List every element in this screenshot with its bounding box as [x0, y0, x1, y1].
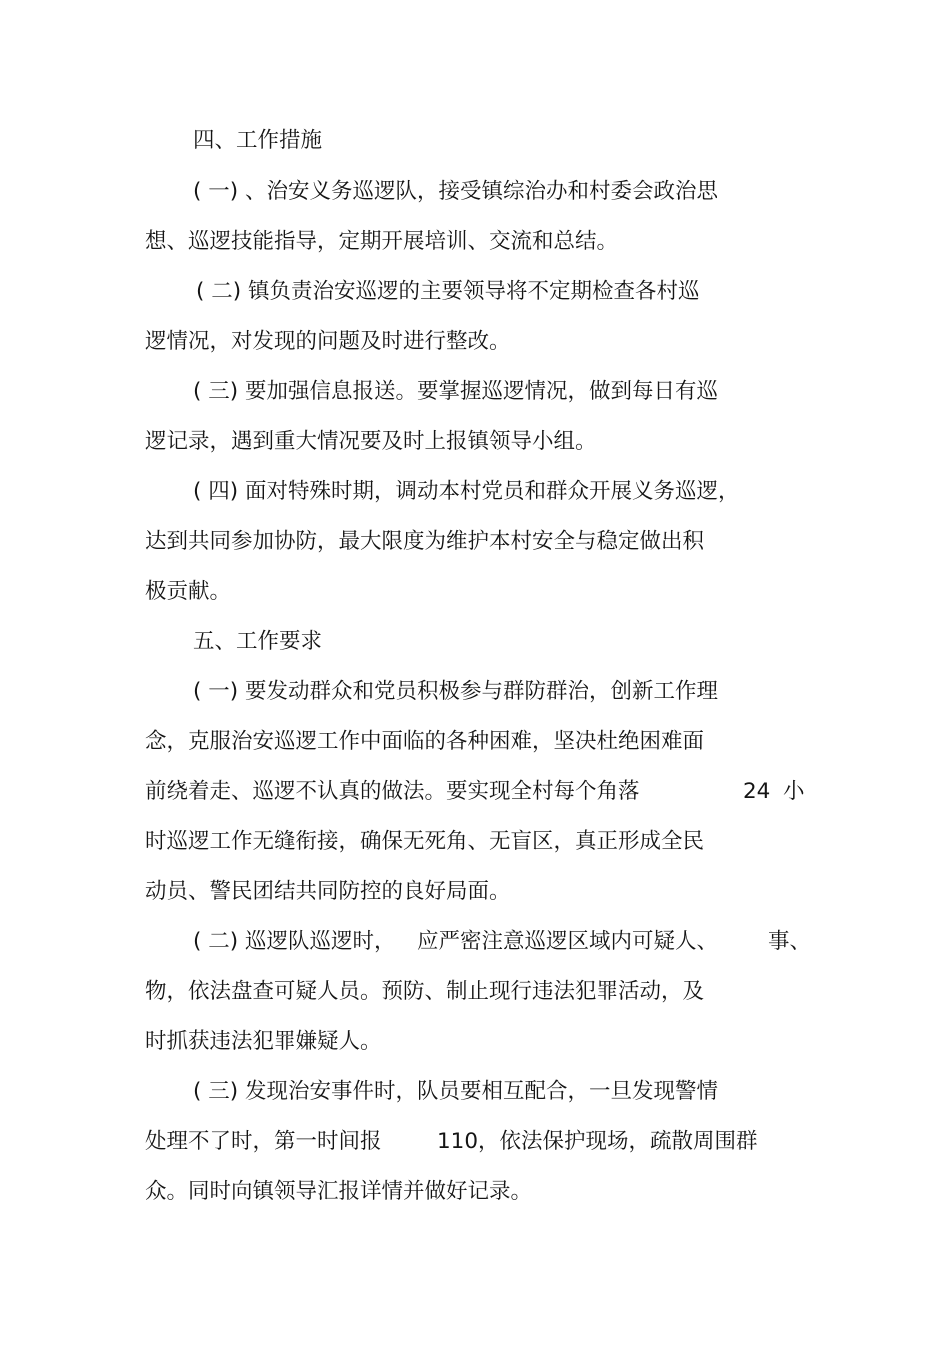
- paragraph-line: [145, 778, 640, 806]
- paragraph-line: [193, 378, 718, 406]
- text-line: 110，依法保护现场，疏散周围群: [437, 1129, 758, 1154]
- paragraph-line: [145, 1128, 382, 1156]
- text-line: 事、: [768, 929, 812, 954]
- section-heading-5: [193, 628, 322, 656]
- text-line: ( 三) 要加强信息报送。要掌握巡逻情况，做到每日有巡: [193, 379, 718, 404]
- section-heading-4: [193, 127, 322, 155]
- inline-number: [743, 778, 770, 806]
- text-line: ( 四) 面对特殊时期，调动本村党员和群众开展义务巡逻，: [193, 479, 740, 504]
- text-line: 想、巡逻技能指导，定期开展培训、交流和总结。: [145, 229, 619, 254]
- text-line: 念，克服治安巡逻工作中面临的各种困难，坚决杜绝困难面: [145, 729, 705, 754]
- text-line: 达到共同参加协防，最大限度为维护本村安全与稳定做出积: [145, 529, 705, 554]
- paragraph-line: [145, 228, 618, 256]
- paragraph-line: [145, 978, 704, 1006]
- text-line: 五、工作要求: [193, 629, 323, 654]
- paragraph-line: [193, 1078, 718, 1106]
- paragraph-line: [145, 878, 511, 906]
- text-line: 极贡献。: [145, 579, 232, 604]
- text-line: 逻情况，对发现的问题及时进行整改。: [145, 329, 511, 354]
- inline-text: [417, 928, 718, 956]
- text-line: 应严密注意巡逻区域内可疑人、: [417, 929, 719, 954]
- paragraph-line: [145, 528, 704, 556]
- paragraph-line: [145, 428, 597, 456]
- text-line: ( 二) 巡逻队巡逻时，: [193, 929, 396, 954]
- text-line: ( 三) 发现治安事件时，队员要相互配合，一旦发现警情: [193, 1079, 718, 1104]
- text-line: ( 一) 、治安义务巡逻队，接受镇综治办和村委会政治思: [193, 179, 718, 204]
- text-line: 24: [743, 779, 771, 804]
- text-line: 四、工作措施: [193, 128, 323, 153]
- paragraph-line: [145, 728, 704, 756]
- text-line: 时巡逻工作无缝衔接，确保无死角、无盲区，真正形成全民: [145, 829, 705, 854]
- text-line: ( 一) 要发动群众和党员积极参与群防群治，创新工作理: [193, 679, 718, 704]
- paragraph-line: [193, 178, 718, 206]
- paragraph-line: [196, 278, 699, 306]
- text-line: 时抓获违法犯罪嫌疑人。: [145, 1029, 382, 1054]
- inline-text: [437, 1128, 758, 1156]
- text-line: 动员、警民团结共同防控的良好局面。: [145, 879, 511, 904]
- text-line: 物，依法盘查可疑人员。预防、制止现行违法犯罪活动，及: [145, 979, 705, 1004]
- text-line: 小: [783, 779, 805, 804]
- text-line: ( 二) 镇负责治安巡逻的主要领导将不定期检查各村巡: [196, 279, 700, 304]
- text-line: 处理不了时，第一时间报: [145, 1129, 382, 1154]
- inline-text: [783, 778, 805, 806]
- paragraph-line: [145, 1178, 532, 1206]
- paragraph-line: [193, 928, 395, 956]
- paragraph-line: [145, 578, 231, 606]
- text-line: 逻记录，遇到重大情况要及时上报镇领导小组。: [145, 429, 597, 454]
- paragraph-line: [145, 828, 704, 856]
- text-line: 前绕着走、巡逻不认真的做法。要实现全村每个角落: [145, 779, 640, 804]
- paragraph-line: [145, 1028, 382, 1056]
- paragraph-line: [193, 678, 718, 706]
- paragraph-line: [145, 328, 511, 356]
- text-line: 众。同时向镇领导汇报详情并做好记录。: [145, 1179, 533, 1204]
- paragraph-line: [193, 478, 739, 506]
- inline-text: [768, 928, 811, 956]
